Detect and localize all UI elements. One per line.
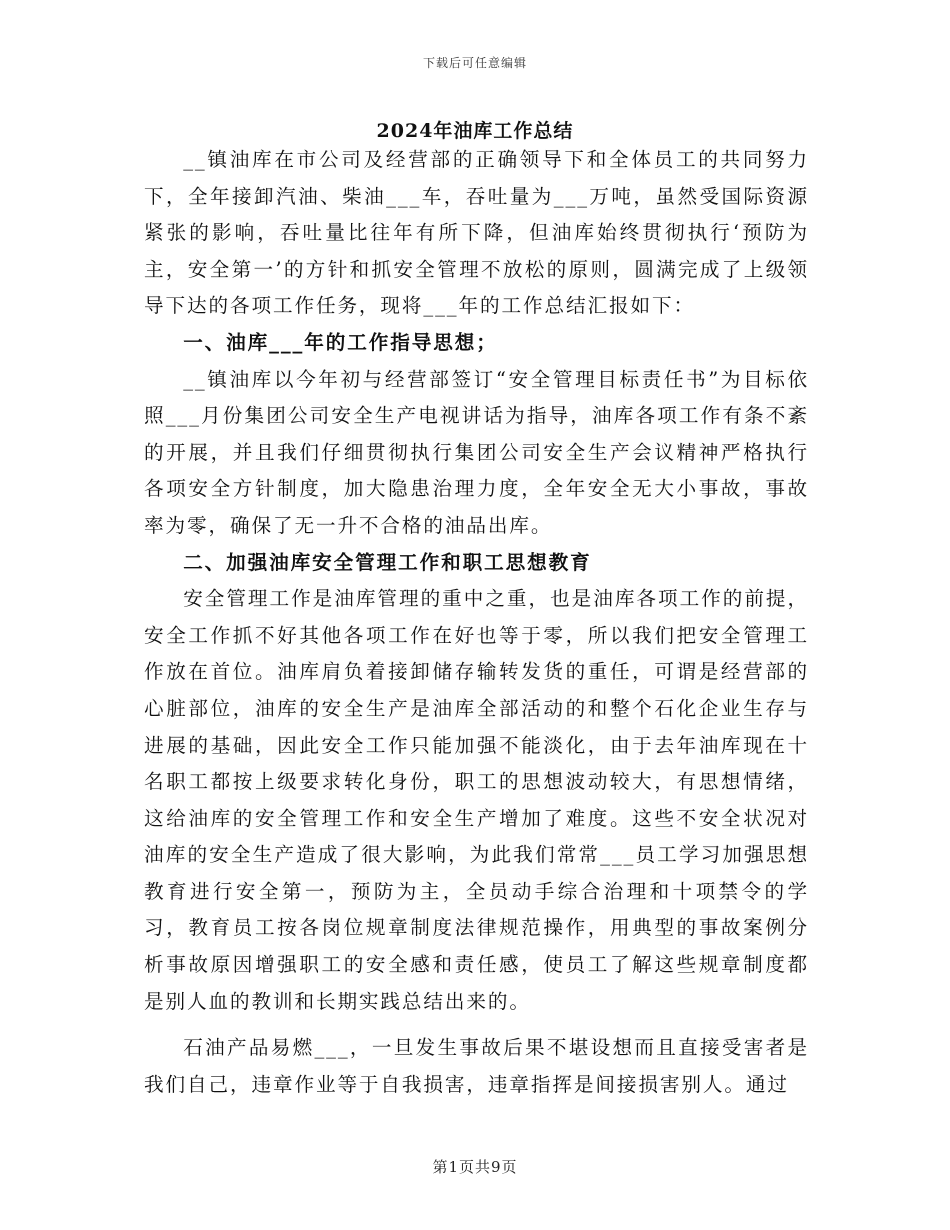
page-number: 第1页共9页 (432, 1158, 518, 1176)
section-heading-1: 一、油库___年的工作指导思想； (183, 330, 498, 354)
document-title: 2024年油库工作总结 (376, 120, 574, 142)
paragraph-safety-management: 安全管理工作是油库管理的重中之重，也是油库各项工作的前提，安全工作抓不好其他各项工作在好也等于零，所以我们把安全管理工作放在首位。油库肩负着接卸储存输转发货的重任，可谓是经营部的心脏部位，油库的安全生产是油库全部活动的和整个石化企业生存与进展的基础，因此安全工作只能加强不能淡化，由于去年油库现在十名职工都按上级要求转化身份，职工的思想波动较大，有思想情绪，这给油库的安全管理工作和安全生产增加了难度。这些不安全状况对油库的安全生产造成了很大影响，为此我们常常___员工学习加强思想教育进行安全第一，预防为主，全员动手综合治理和十项禁令的学习，教育员工按各岗位规章制度法律规范操作，用典型的事故案例分析事故原因增强职工的安全感和责任感，使员工了解这些规章制度都是别人血的教训和长期实践总结出来的。 (144, 587, 809, 1013)
paragraph-petroleum-hazard: 石油产品易燃___，一旦发生事故后果不堪设想而且直接受害者是我们自己，违章作业等于自我损害，违章指挥是间接损害别人。通过 (144, 1036, 809, 1096)
document-body (144, 142, 809, 1103)
paragraph-guiding-thought: __镇油库以今年初与经营部签订“安全管理目标责任书”为目标依照___月份集团公司安全生产电视讲话为指导，油库各项工作有条不紊的开展，并且我们仔细贯彻执行集团公司安全生产会议精神严格执行各项安全方针制度，加大隐患治理力度，全年安全无大小事故，事故率为零，确保了无一升不合格的油品出库。 (144, 367, 809, 537)
header-note: 下载后可任意编辑 (422, 56, 527, 70)
section-heading-2: 二、加强油库安全管理工作和职工思想教育 (183, 550, 592, 574)
paragraph-intro: __镇油库在市公司及经营部的正确领导下和全体员工的共同努力下，全年接卸汽油、柴油___车，吞吐量为___万吨，虽然受国际资源紧张的影响，吞吐量比往年有所下降，但油库始终贯彻执行‘预防为主，安全第一’的方针和抓安全管理不放松的原则，圆满完成了上级领导下达的各项工作任务，现将___年的工作总结汇报如下： (144, 148, 809, 318)
